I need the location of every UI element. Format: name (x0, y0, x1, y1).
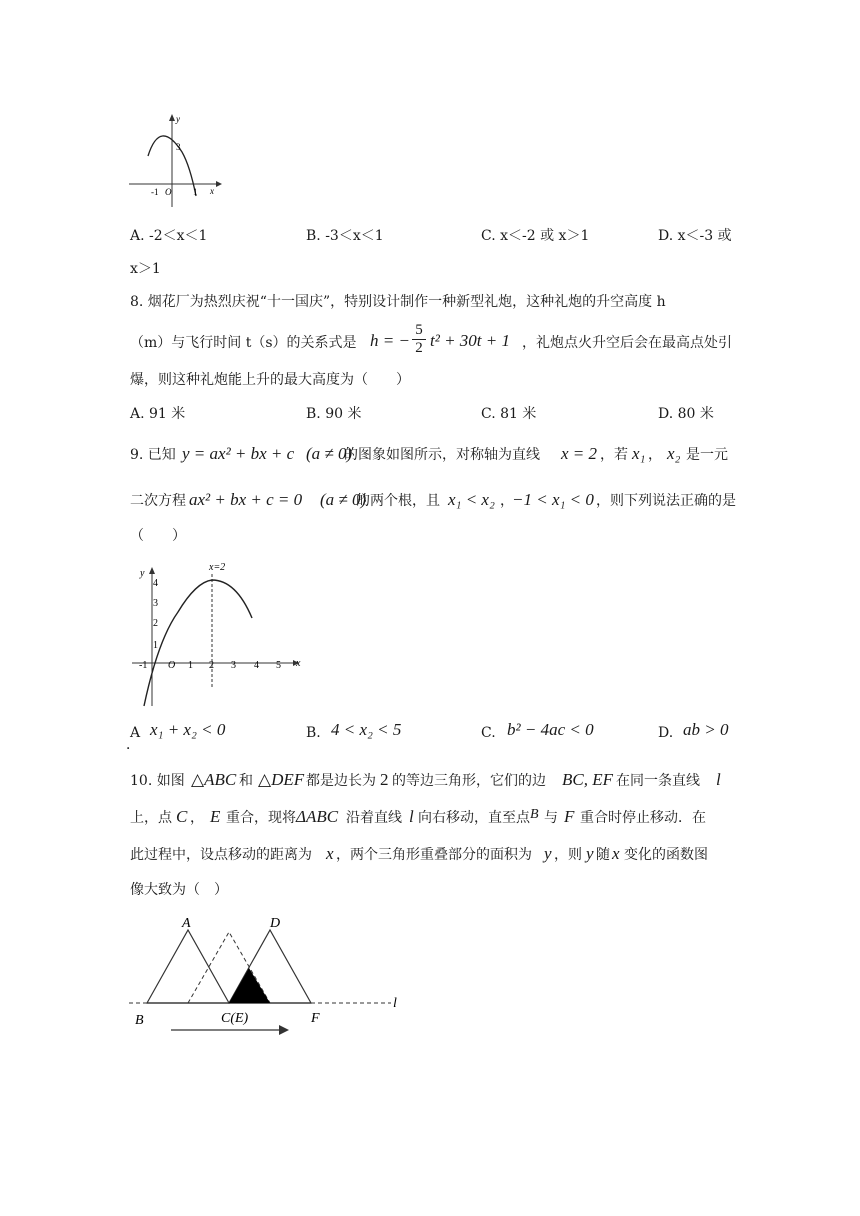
q9-xtick-1: 1 (188, 660, 193, 671)
q10-edges: BC, EF (562, 770, 613, 789)
q7-option-b: B. -3＜x＜1 (306, 228, 384, 244)
q10-line1-b: 和 (239, 773, 253, 789)
q10-point-f: F (564, 807, 575, 826)
q7-option-c: C. x＜-2 或 x＞1 (481, 228, 590, 244)
q9-line2-c: ， (500, 493, 514, 509)
q10-line3 (130, 843, 730, 867)
q7-x-label: x (210, 186, 214, 196)
q10-tri1: △ABC (191, 770, 237, 789)
q10-line2-f: 与 (544, 810, 558, 826)
q9-ytick-3: 3 (153, 598, 158, 609)
q10-point-e: E (210, 807, 221, 826)
q10-line2-e: 向右移动，直至点 (418, 810, 530, 826)
q8-formula-rhs: t² + 30t + 1 (430, 331, 510, 350)
q8-frac-num: 5 (415, 322, 423, 338)
q9-ytick-1: 1 (153, 640, 158, 651)
q9-option-b-letter: B. (306, 725, 321, 741)
q10-triangles-figure (125, 912, 415, 1040)
q7-tick-3: 3 (176, 142, 181, 152)
q10-line2 (130, 806, 730, 830)
q9-option-a-value: x₁ + x₂ < 0 (150, 720, 226, 739)
q9-axis-label: x=2 (209, 562, 226, 573)
q9-ineq1: x₁ < x₂ (448, 490, 495, 509)
q9-option-c (481, 720, 631, 746)
q9-option-d (658, 720, 778, 746)
q9-option-b-value: 4 < x₂ < 5 (331, 720, 402, 739)
q8-line2-a: （m）与飞行时间 t（s）的关系式是 (130, 335, 357, 351)
q8-option-d: D. 80 米 (658, 406, 714, 422)
q9-line1-d: 是一元 (686, 447, 728, 463)
q10-line1 (130, 769, 730, 793)
q9-ineq2: −1 < x₁ < 0 (512, 490, 594, 509)
q10-line3-e: 变化的函数图 (624, 847, 708, 863)
q8-frac-den: 2 (415, 340, 423, 356)
q10-line1-e: 在同一条直线 (616, 773, 700, 789)
q9-ytick-2: 2 (153, 618, 158, 629)
q10-line2-a: 上，点 (130, 810, 172, 826)
q8-option-b: B. 90 米 (306, 406, 362, 422)
q7-y-arrow (169, 114, 175, 121)
q9-ytick-4: 4 (153, 578, 158, 589)
q10-line2-g: 重合时停止移动．在 (580, 810, 706, 826)
q9-xtick-5: 5 (276, 660, 281, 671)
q9-comma: ， (648, 447, 662, 463)
q9-option-d-letter: D. (658, 725, 674, 741)
q9-option-c-value: b² − 4ac < 0 (507, 720, 594, 739)
q7-tick-1: 1 (193, 187, 198, 197)
q10-line3-a: 此过程中，设点移动的距离为 (130, 847, 312, 863)
q10-line-l2: l (409, 807, 414, 826)
q10-line4: 像大致为（ ） (130, 882, 228, 898)
q9-line1-a: 9. 已知 (130, 447, 176, 463)
q10-line3-c: ，则 (554, 847, 582, 863)
q10-point-c: C (176, 807, 188, 826)
q8-fraction (412, 322, 426, 357)
q10-var-x: x (326, 844, 334, 863)
q9-xtick-3: 3 (231, 660, 236, 671)
q10-side: 2 (380, 770, 389, 789)
q10-label-f: F (311, 1011, 320, 1026)
q8-line1: 8. 烟花厂为热烈庆祝“十一国庆”，特别设计制作一种新型礼炮，这种礼炮的升空高度 h (130, 294, 666, 310)
q7-x-arrow (216, 181, 222, 187)
q8-line3: 爆，则这种礼炮能上升的最大高度为（ ） (130, 372, 410, 388)
q10-tri3: ΔABC (296, 807, 339, 826)
q9-xtick-4: 4 (254, 660, 259, 671)
q9-cond1: (a ≠ 0) (306, 444, 353, 463)
q8-option-c: C. 81 米 (481, 406, 537, 422)
q10-line3-d: 随 (596, 847, 610, 863)
q9-y-label: y (140, 568, 145, 579)
q10-overlap-region (229, 968, 270, 1003)
q9-option-a (126, 720, 280, 753)
q9-line2-d: ，则下列说法正确的是 (596, 493, 736, 509)
q9-cond2: (a ≠ 0) (320, 490, 367, 509)
q10-label-l: l (393, 996, 397, 1011)
q9-xtick-2: 2 (209, 660, 214, 671)
q10-line2-d: 沿着直线 (346, 810, 402, 826)
q9-option-a-letter: A (130, 725, 141, 741)
q10-line-l: l (716, 770, 721, 789)
q10-line3-b: ，两个三角形重叠部分的面积为 (336, 847, 532, 863)
q9-option-c-letter: C. (481, 725, 496, 741)
q9-x1: x₁ (632, 444, 646, 463)
q9-y-arrow (149, 567, 155, 574)
q10-label-ce: C(E) (221, 1011, 249, 1026)
q9-origin-label: O (168, 660, 176, 671)
q7-option-a: A. -2＜x＜1 (130, 228, 208, 244)
q7-origin-label: O (165, 187, 172, 197)
q9-line1-c: ，若 (600, 447, 628, 463)
q7-option-d: D. x＜-3 或 (658, 228, 732, 244)
q9-eq1: y = ax² + bx + c (182, 444, 295, 463)
q9-line1 (130, 443, 730, 467)
q9-parabola-graph (130, 560, 310, 710)
q10-point-b: B (530, 807, 539, 822)
q9-eq2: ax² + bx + c = 0 (189, 490, 303, 509)
q9-line2-b: 的两个根，且 (356, 493, 440, 509)
q8-formula-lhs: h = − (370, 331, 410, 350)
q10-line1-d: 的等边三角形，它们的边 (392, 773, 546, 789)
q9-axis-eq: x = 2 (561, 444, 598, 463)
q7-parabola-graph (126, 112, 226, 210)
q10-line1-c: 都是边长为 (306, 773, 376, 789)
q7-y-label: y (176, 114, 180, 124)
q10-label-d: D (270, 916, 281, 931)
q10-label-b: B (135, 1013, 144, 1028)
q9-line1-b: 的图象如图所示，对称轴为直线 (344, 447, 540, 463)
q9-line3: （ ） (130, 528, 186, 544)
q10-var-y: y (544, 844, 552, 863)
q9-line2 (130, 489, 736, 513)
q10-label-a: A (182, 916, 191, 931)
q10-var-y2: y (586, 844, 594, 863)
q9-x2: x₂ (667, 444, 681, 463)
q10-line2-c: 重合，现将 (226, 810, 296, 826)
q9-xtick-neg1: -1 (139, 660, 148, 671)
q10-triangle-abc (147, 930, 229, 1003)
q9-line2-a: 二次方程 (130, 493, 186, 509)
q10-line2-b: ， (190, 810, 204, 826)
q9-parabola (144, 580, 252, 706)
q10-tri2: △DEF (258, 770, 305, 789)
q9-option-a-dot: ． (126, 737, 140, 753)
q9-x-label: x (296, 658, 301, 669)
q10-move-arrow-head (279, 1025, 289, 1035)
q8-line2-b: ，礼炮点火升空后会在最高点处引 (522, 335, 732, 351)
q10-var-x2: x (612, 844, 620, 863)
q9-option-b (306, 720, 456, 746)
q9-option-d-value: ab > 0 (683, 720, 729, 739)
q10-line1-a: 10. 如图 (130, 773, 185, 789)
q7-option-d-cont: x＞1 (130, 261, 161, 277)
q7-tick-neg1: -1 (151, 187, 159, 197)
q8-option-a: A. 91 米 (130, 406, 186, 422)
